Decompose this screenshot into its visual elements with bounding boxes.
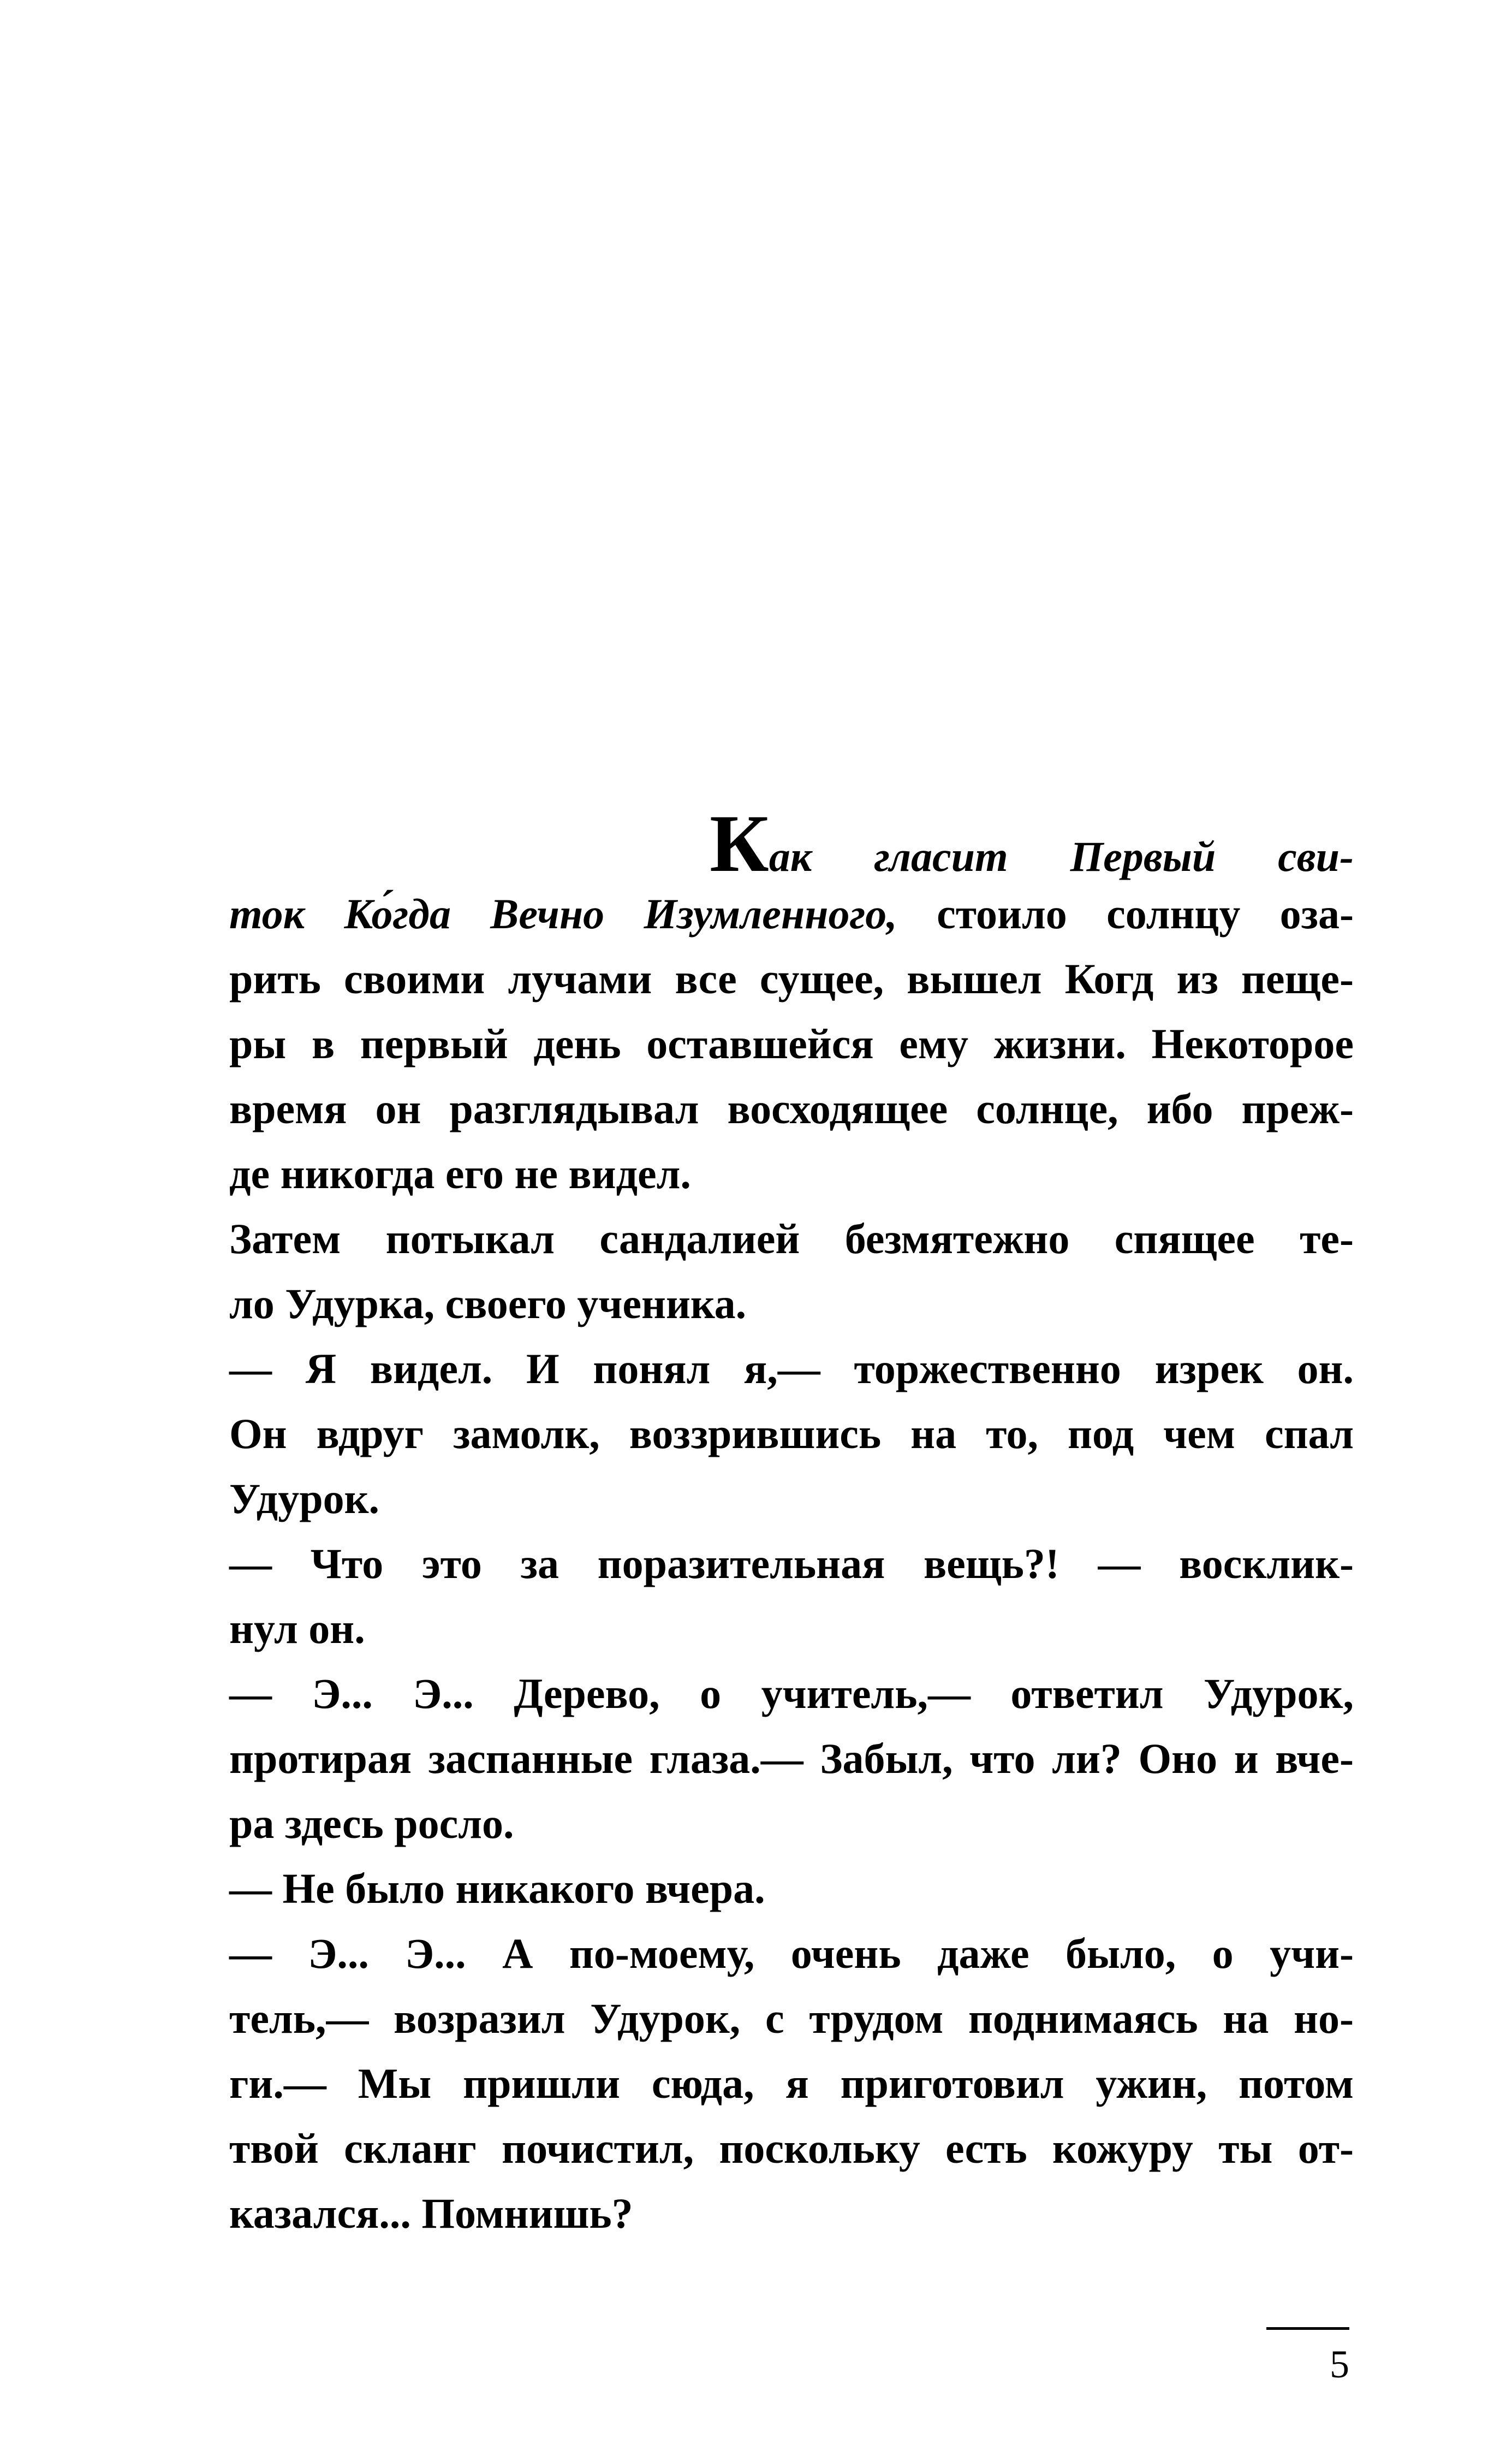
- text-line-3: рить своими лучами все сущее, вышел Когд из пеще-: [229, 955, 1354, 1002]
- text-line-15: протирая заспанные глаза.— Забыл, что ли? Оно и вче-: [229, 1735, 1354, 1782]
- text-line-11: Удурок.: [229, 1475, 380, 1522]
- text-line-13: нул он.: [229, 1605, 365, 1652]
- text-line-21: твой скланг почистил, поскольку есть кожуру ты от-: [229, 2125, 1354, 2172]
- text-line-18: — Э... Э... А по-моему, очень даже было, о учи-: [229, 1930, 1354, 1977]
- text-line-14: — Э... Э... Дерево, о учитель,— ответил Удурок,: [229, 1670, 1354, 1717]
- text-line-7: [229, 1206, 1354, 1271]
- text-line-1-italic: ак гласит Первый сви-: [769, 833, 1354, 880]
- drop-cap: К: [710, 798, 769, 889]
- text-line-5: время он разглядывал восходящее солнце, ибо преж-: [229, 1085, 1354, 1132]
- text-line-20: ги.— Мы пришли сюда, я приготовил ужин, потом: [229, 2060, 1354, 2107]
- text-line-9: — Я видел. И понял я,— торжественно изрек он.: [229, 1345, 1354, 1392]
- page-number: 5: [1330, 2342, 1349, 2386]
- text-line-7-text: Затем потыкал сандалией безмятежно спящее те-: [229, 1215, 1354, 1262]
- body-text: [229, 798, 1354, 2246]
- text-line-8: ло Удурка, своего ученика.: [229, 1280, 747, 1327]
- text-line-19: тель,— возразил Удурок, с трудом поднимаясь на но-: [229, 1995, 1354, 2042]
- text-line-4: ры в первый день оставшейся ему жизни. Некоторое: [229, 1020, 1354, 1067]
- text-line-22: казался... Помнишь?: [229, 2190, 633, 2237]
- text-line-2: [229, 881, 1354, 946]
- text-line-2-italic: ток Ко́гда Вечно Изумленного,: [229, 890, 897, 938]
- text-line-6: де никогда его не видел.: [229, 1150, 691, 1197]
- text-line-10: Он вдруг замолк, воззрившись на то, под чем спал: [229, 1410, 1354, 1457]
- text-line-12: — Что это за поразительная вещь?! — восклик-: [229, 1540, 1354, 1587]
- text-line-1: [229, 798, 1354, 889]
- text-line-16: ра здесь росло.: [229, 1800, 514, 1847]
- text-line-2-plain: стоило солнцу оза-: [897, 890, 1354, 938]
- footer-rule: [1266, 2327, 1349, 2330]
- text-line-17: — Не было никакого вчера.: [229, 1865, 765, 1912]
